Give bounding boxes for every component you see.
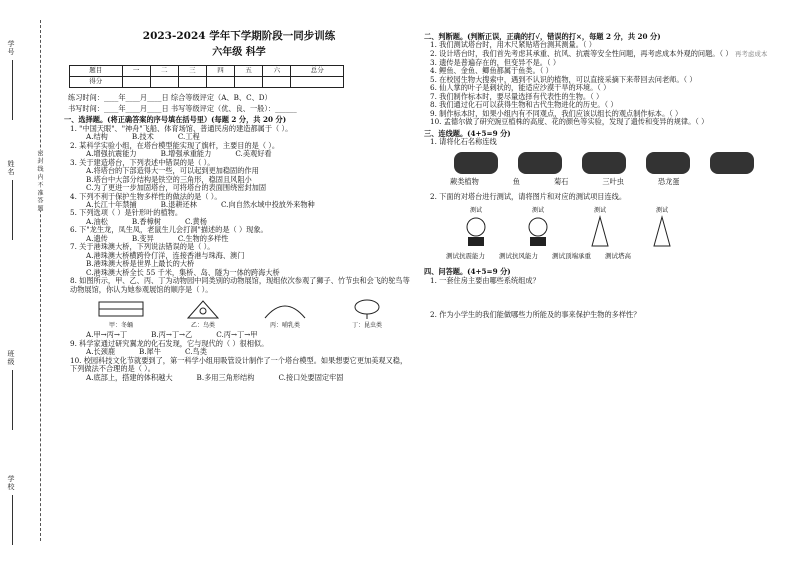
question-2: 2. 某科学实验小组，在塔台模型能实现了旗杆，主要目的是（ ）。 xyxy=(70,140,280,150)
score-header-cell: 二 xyxy=(150,66,178,77)
question-10: 10. 校园科技文化节就要到了，第一科学小组用吸管设计制作了一个塔台模型。如果想要它更加美观又稳，下列做法不合理的是（ ）。 xyxy=(70,355,408,374)
fossil-image xyxy=(646,152,690,174)
info-line-1: 练习时间：____年____月____日 综合等级评定（A、B、C、D） xyxy=(68,93,272,103)
left-column xyxy=(64,30,414,382)
fossil-label: 菊石 xyxy=(553,177,569,187)
option: C.工程 xyxy=(177,132,200,142)
score-row-label: 得分 xyxy=(70,77,123,88)
option: A.油松 xyxy=(86,216,108,226)
judge-item: 6. 仙人掌的叶子是刺状的，能适应沙漠干旱的环境。（ ） xyxy=(430,83,611,93)
judge-item: 3. 遗传是普遍存在的，但变异不是。（ ） xyxy=(430,57,561,67)
fossil-label: 鱼 xyxy=(512,177,520,187)
score-header-cell: 三 xyxy=(178,66,206,77)
cut-line-text: 密 封 线 内 不 准 答 题 xyxy=(36,150,43,212)
test-labels xyxy=(446,253,786,261)
watermark-text: 再考虑成本 xyxy=(734,49,768,58)
test-person-icon xyxy=(518,215,558,247)
test-person-icon xyxy=(456,215,496,247)
score-cell[interactable] xyxy=(122,77,150,88)
option: C.为了更进一步加固塔台，可将塔台的表面围绕密封加固 xyxy=(86,183,267,193)
test-images xyxy=(454,207,786,248)
fossil-label: 恐龙蛋 xyxy=(657,177,680,187)
pavilion-bing-icon xyxy=(255,298,315,320)
section3-heading: 三、连线题。(4+5=9 分) xyxy=(424,128,511,138)
question-4: 4. 下列不利于保护生物多样性的做法的是（ ）。 xyxy=(70,191,222,201)
pavilion-label: 丁：昆虫类 xyxy=(351,322,382,330)
exam-subtitle: 六年级 科学 xyxy=(212,47,266,59)
option: C.鸟类 xyxy=(185,347,207,357)
judge-item: 7. 我们制作标本时，要尽量选择有代表性的生物。（ ） xyxy=(430,91,604,101)
score-cell[interactable] xyxy=(263,77,291,88)
info-line-2: 书写时间：____年____月____日 书写等级评定（优、良、一般）：______ xyxy=(68,103,297,113)
option: C.接口处要固定牢固 xyxy=(278,372,344,382)
judge-item: 9. 制作标本时，如果小组内有不同观点，我们应该以组长的观点制作标本。（ ） xyxy=(430,108,683,118)
class-blank[interactable] xyxy=(12,370,13,430)
fossil-image xyxy=(710,152,754,174)
test-label: 测试顶端承重 xyxy=(552,251,591,260)
right-column xyxy=(424,30,786,346)
option: C.港珠澳大桥全长 55 千米，集桥、岛、隧为一体的跨海大桥 xyxy=(86,267,280,277)
pavilion-yi-icon xyxy=(173,298,233,320)
score-header-row xyxy=(70,66,344,77)
fossil-image xyxy=(518,152,562,174)
score-row xyxy=(70,77,344,88)
pavilion-label: 乙：鸟类 xyxy=(190,322,215,330)
pavilion-bing xyxy=(250,298,320,329)
option: B.港珠澳大桥是世界上最长的大桥 xyxy=(86,259,195,269)
section1-heading: 一、选择题。(将正确答案的序号填在括号里）(每题 2 分，共 20 分) xyxy=(64,115,287,125)
test-label: 测试抗震能力 xyxy=(446,251,485,260)
option: B.多用三角形结构 xyxy=(196,372,255,382)
test-label: 测试塔高 xyxy=(605,251,631,260)
pavilion-yi xyxy=(168,298,238,329)
option: B.退耕还林 xyxy=(160,199,197,209)
test-image: 测试 xyxy=(516,207,560,248)
option: A.增强抗震能力 xyxy=(86,149,137,159)
tower-icon xyxy=(642,215,682,247)
score-cell[interactable] xyxy=(206,77,234,88)
judge-item: 8. 我们通过化石可以获得生物和古代生物进化的历史。（ ） xyxy=(430,100,618,110)
option: A.长颈鹿 xyxy=(86,347,116,357)
option: A.长江十年禁捕 xyxy=(86,199,137,209)
option: A.底部上，搭建的体积越大 xyxy=(86,372,173,382)
pavilion-ding xyxy=(332,298,402,329)
question-8: 8. 如图所示，甲、乙、丙、丁为动物园中同类别的动物展馆，现组依次参观了狮子、竹节虫和会飞的鸵鸟等动物展馆，你认为她参观展馆的顺序是（ ）。 xyxy=(70,276,410,294)
judge-item: 10. 孟德尔做了研究豌豆植株的高度、花的颜色等实验，发现了遗传和变异的规律。（ ） xyxy=(430,117,709,127)
score-header-cell: 题目 xyxy=(70,66,123,77)
fossil-label: 三叶虫 xyxy=(602,177,624,187)
pavilion-jia-icon xyxy=(91,298,151,320)
test-label: 测试抗风能力 xyxy=(499,251,538,260)
option: A.港珠澳大桥横跨伶仃洋，连接香港与珠海、澳门 xyxy=(86,250,245,260)
question-6: 6. 下"龙生龙，凤生凤，老鼠生儿会打洞"描述的是（ ）现象。 xyxy=(70,225,268,235)
name-label: 姓名 xyxy=(7,160,15,176)
cut-line xyxy=(40,20,41,541)
pavilion-ding-icon xyxy=(337,298,397,320)
question-5: 5. 下列选项（ ）是针形叶的植物。 xyxy=(70,208,183,218)
option: C.黄杨 xyxy=(185,216,207,226)
option: C.生物的多样性 xyxy=(177,233,229,243)
question-7: 7. 关于港珠澳大桥，下列说法错误的是（ ）。 xyxy=(70,242,215,252)
option: A.将塔台的下部造得大一些，可以起到更加稳固的作用 xyxy=(86,166,259,176)
option: B.技术 xyxy=(131,132,154,142)
name-blank[interactable] xyxy=(12,180,13,240)
judge-item: 2. 设计塔台时，我们首先考虑其承重、抗风、抗震等安全性问题，再考虑成本外观的问题。（ ） 再考虑成本 xyxy=(430,48,768,58)
option: C.向自然水域中投放外来物种 xyxy=(220,199,315,209)
score-cell[interactable] xyxy=(150,77,178,88)
answer-area[interactable] xyxy=(424,285,786,311)
question-1: 1. "中国天眼"、"神舟"飞船、体育场馆、普通民房的建造都属于（ ）。 xyxy=(70,123,293,133)
score-cell[interactable] xyxy=(235,77,263,88)
option: B.增强承重能力 xyxy=(160,149,212,159)
option: B.塔台中大部分结构是铁空的三角形，稳固且风阻小 xyxy=(86,174,252,184)
option: C.丙→丁→甲 xyxy=(216,330,258,340)
pavilion-jia xyxy=(86,298,156,329)
essay-question-1: 1. 一套住房主要由哪些系统组成？ xyxy=(430,275,540,285)
option: B.丙→丁→乙 xyxy=(151,330,193,340)
section2-heading: 二、判断题。(判断正误，正确的打√，错误的打×，每题 2 分，共 20 分) xyxy=(424,32,661,41)
option: A.遗传 xyxy=(86,233,108,243)
score-header-cell: 四 xyxy=(206,66,234,77)
option: A.结构 xyxy=(86,132,108,142)
question-9: 9. 科学家通过研究翼龙的化石发现，它与现代的（ ）很相似。 xyxy=(70,338,269,348)
fossil-image xyxy=(454,152,498,174)
judge-item: 5. 在校园生物大搜索中，遇到不认识的植物，可以直接采摘下来带回去问老师。（ ） xyxy=(430,74,697,84)
judge-item: 4. 鲤鱼、金鱼、鲫鱼都属于鱼类。（ ） xyxy=(430,66,553,76)
score-table xyxy=(69,65,344,88)
fossil-image xyxy=(582,152,626,174)
section4-heading: 四、问答题。(4+5=9 分) xyxy=(424,267,511,277)
exam-title: 2023-2024 学年下学期阶段一同步训练 xyxy=(142,30,336,42)
test-image: 测试 xyxy=(640,207,684,248)
school-label: 学校 xyxy=(7,475,15,491)
score-header-cell: 六 xyxy=(263,66,291,77)
question-3: 3. 关于建造塔台，下列表述中错误的是（ ）。 xyxy=(70,157,215,167)
matching-q2: 2. 下面的对塔台进行测试，请将图片和对应的测试项目连线。 xyxy=(430,191,627,201)
option: A.甲→丙→丁 xyxy=(86,330,128,340)
binding-margin xyxy=(0,0,58,561)
question-10-options xyxy=(86,374,414,382)
option: C.美观好看 xyxy=(235,149,272,159)
option: B.犀牛 xyxy=(139,347,161,357)
tower-icon xyxy=(580,215,620,247)
score-cell[interactable] xyxy=(178,77,206,88)
school-blank[interactable] xyxy=(12,495,13,545)
fossil-labels xyxy=(450,178,786,186)
option: B.变异 xyxy=(131,233,154,243)
option: B.香樟树 xyxy=(131,216,161,226)
fossil-images xyxy=(454,152,786,174)
pavilion-images xyxy=(86,298,414,329)
judge-item: 1. 我们测试塔台时，用木尺紧贴塔台测其测量。（ ） xyxy=(430,40,596,50)
score-header-cell: 一 xyxy=(122,66,150,77)
pavilion-label: 丙：哺乳类 xyxy=(269,322,300,330)
essay-question-2: 2. 作为小学生的我们能做哪些力所能及的事来保护生物的多样性？ xyxy=(430,310,641,320)
answer-area[interactable] xyxy=(424,320,786,346)
fossil-label: 蕨类植物 xyxy=(450,177,479,187)
id-blank[interactable] xyxy=(12,60,13,120)
matching-q1: 1. 请将化石名称连线 xyxy=(430,136,497,146)
pavilion-label: 甲：冬蛹 xyxy=(108,322,133,330)
score-cell[interactable] xyxy=(291,77,344,88)
score-header-cell: 总分 xyxy=(291,66,344,77)
test-image: 测试 xyxy=(454,207,498,248)
class-label: 班级 xyxy=(7,350,15,366)
test-image: 测试 xyxy=(578,207,622,248)
id-label: 学号 xyxy=(7,40,15,56)
score-header-cell: 五 xyxy=(235,66,263,77)
